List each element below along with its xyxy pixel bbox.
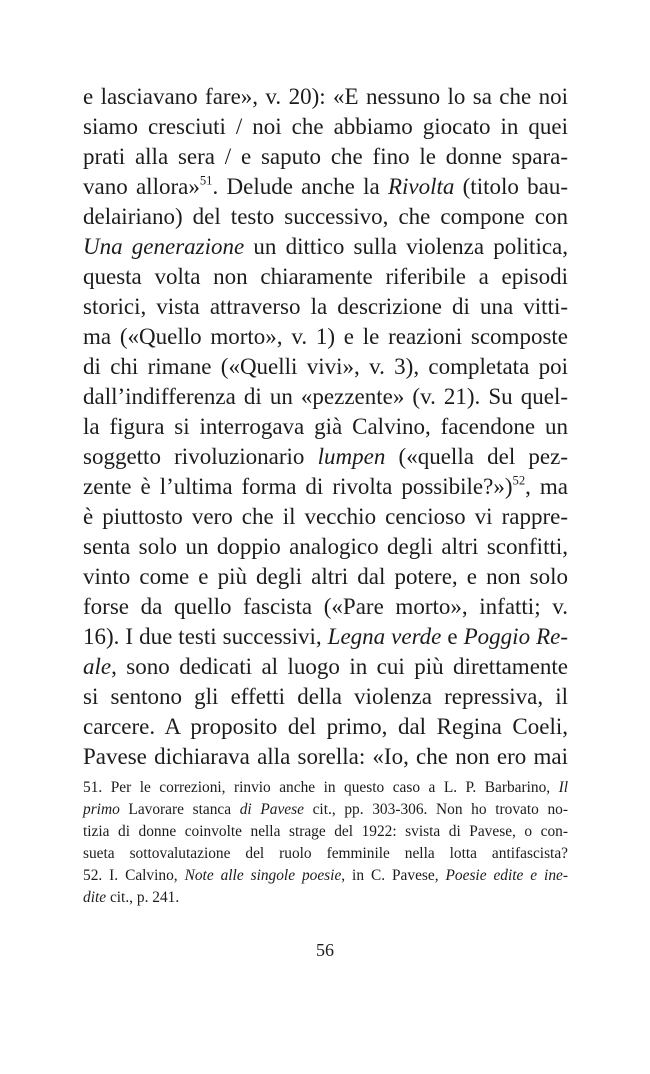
text-run: senta solo un doppio analogico degli altri sconfitti, (83, 534, 568, 559)
text-run: , in C. Pavese, (341, 867, 446, 884)
text-run: 52. I. Calvino, (83, 867, 185, 884)
text-line (83, 82, 568, 112)
text-run: siamo cresciuti / noi che abbiamo giocato in quei (83, 114, 568, 139)
text-run: soggetto rivoluzionario (83, 444, 318, 469)
text-line (83, 352, 568, 382)
text-run: storici, vista attraverso la descrizione di una vitti- (83, 294, 568, 319)
text-run: Poesie edite e ine- (445, 867, 568, 884)
text-run: vano allora» (83, 174, 200, 199)
text-line (83, 682, 568, 712)
page (83, 82, 568, 906)
text-line (83, 622, 568, 652)
text-run: di Pavese (239, 801, 304, 818)
text-run: Il (558, 779, 568, 796)
text-line (83, 382, 568, 412)
text-run: tizia di donne coinvolte nella strage del 1922: svista di Pavese, o con- (83, 823, 568, 840)
body-text (83, 82, 568, 772)
text-line (83, 262, 568, 292)
footnote-line (83, 821, 568, 843)
text-run: . Delude anche la (212, 174, 388, 199)
text-run: vinto come e più degli altri dal potere, e non solo (83, 564, 568, 589)
text-line (83, 742, 568, 772)
text-line (83, 232, 568, 262)
text-run: si sentono gli effetti della violenza repressiva, il (83, 684, 568, 709)
text-run: dite (83, 889, 107, 906)
text-run: Legna verde (327, 624, 442, 649)
text-run: Poggio Re- (463, 624, 568, 649)
text-line (83, 712, 568, 742)
text-run: di chi rimane («Quelli vivi», v. 3), completata poi (83, 354, 568, 379)
text-line (83, 412, 568, 442)
text-line (83, 652, 568, 682)
text-run: forse da quello fascista («Pare morto», infatti; v. (83, 594, 568, 619)
text-line (83, 472, 568, 502)
text-run: (titolo bau- (454, 174, 568, 199)
text-line (83, 502, 568, 532)
text-run: e (441, 624, 464, 649)
footnote-line (83, 865, 568, 887)
text-line (83, 562, 568, 592)
text-run: dall’indifferenza di un «pezzente» (v. 21). Su quel- (83, 384, 568, 409)
text-run: Lavorare stanca (119, 801, 240, 818)
text-line (83, 172, 568, 202)
text-line (83, 202, 568, 232)
text-run: («quella del pez- (385, 444, 568, 469)
text-run: 51. Per le correzioni, rinvio anche in questo caso a L. P. Barbarino, (83, 779, 559, 796)
text-run: Pavese dichiarava alla sorella: «Io, che non ero mai (83, 744, 568, 769)
text-line (83, 292, 568, 322)
text-run: ale (83, 654, 112, 679)
footnote-line (83, 887, 568, 909)
page-number: 56 (316, 940, 334, 960)
text-run: questa volta non chiaramente riferibile a episodi (83, 264, 568, 289)
text-run: è piuttosto vero che il vecchio cencioso vi rappre- (83, 504, 568, 529)
footnote-marker: 51 (199, 173, 213, 188)
text-line (83, 442, 568, 472)
text-run: lumpen (317, 444, 386, 469)
text-run: , ma (525, 474, 568, 499)
text-run: e lasciavano fare», v. 20): «E nessuno lo sa che noi (83, 84, 568, 109)
text-run: carcere. A proposito del primo, dal Regina Coeli, (83, 714, 568, 739)
text-run: Note alle singole poesie (184, 867, 342, 884)
text-run: sueta sottovalutazione del ruolo femminile nella lotta antifascista? (83, 845, 568, 862)
text-run: Rivolta (387, 174, 455, 199)
footnote-marker: 52 (512, 473, 526, 488)
text-run: ma («Quello morto», v. 1) e le reazioni scomposte (83, 324, 568, 349)
footnote-line (83, 777, 568, 799)
text-run: Una generazione (83, 234, 245, 259)
text-line (83, 592, 568, 622)
text-run: prati alla sera / e saputo che fino le donne spara- (83, 144, 568, 169)
text-run: , sono dedicati al luogo in cui più direttamente (111, 654, 568, 679)
footnote-line (83, 799, 568, 821)
text-run: la figura si interrogava già Calvino, facendone un (83, 414, 568, 439)
text-run: 16). I due testi successivi, (83, 624, 328, 649)
text-run: cit., p. 241. (106, 889, 180, 906)
text-line (83, 112, 568, 142)
text-run: primo (83, 801, 120, 818)
text-line (83, 142, 568, 172)
footnote-line (83, 843, 568, 865)
text-run: zente è l’ultima forma di rivolta possibile?») (83, 474, 513, 499)
text-line (83, 322, 568, 352)
text-run: un dittico sulla violenza politica, (244, 234, 568, 259)
text-run: delairiano) del testo successivo, che compone con (83, 204, 568, 229)
text-run: cit., pp. 303-306. Non ho trovato no- (303, 801, 568, 818)
text-line (83, 532, 568, 562)
